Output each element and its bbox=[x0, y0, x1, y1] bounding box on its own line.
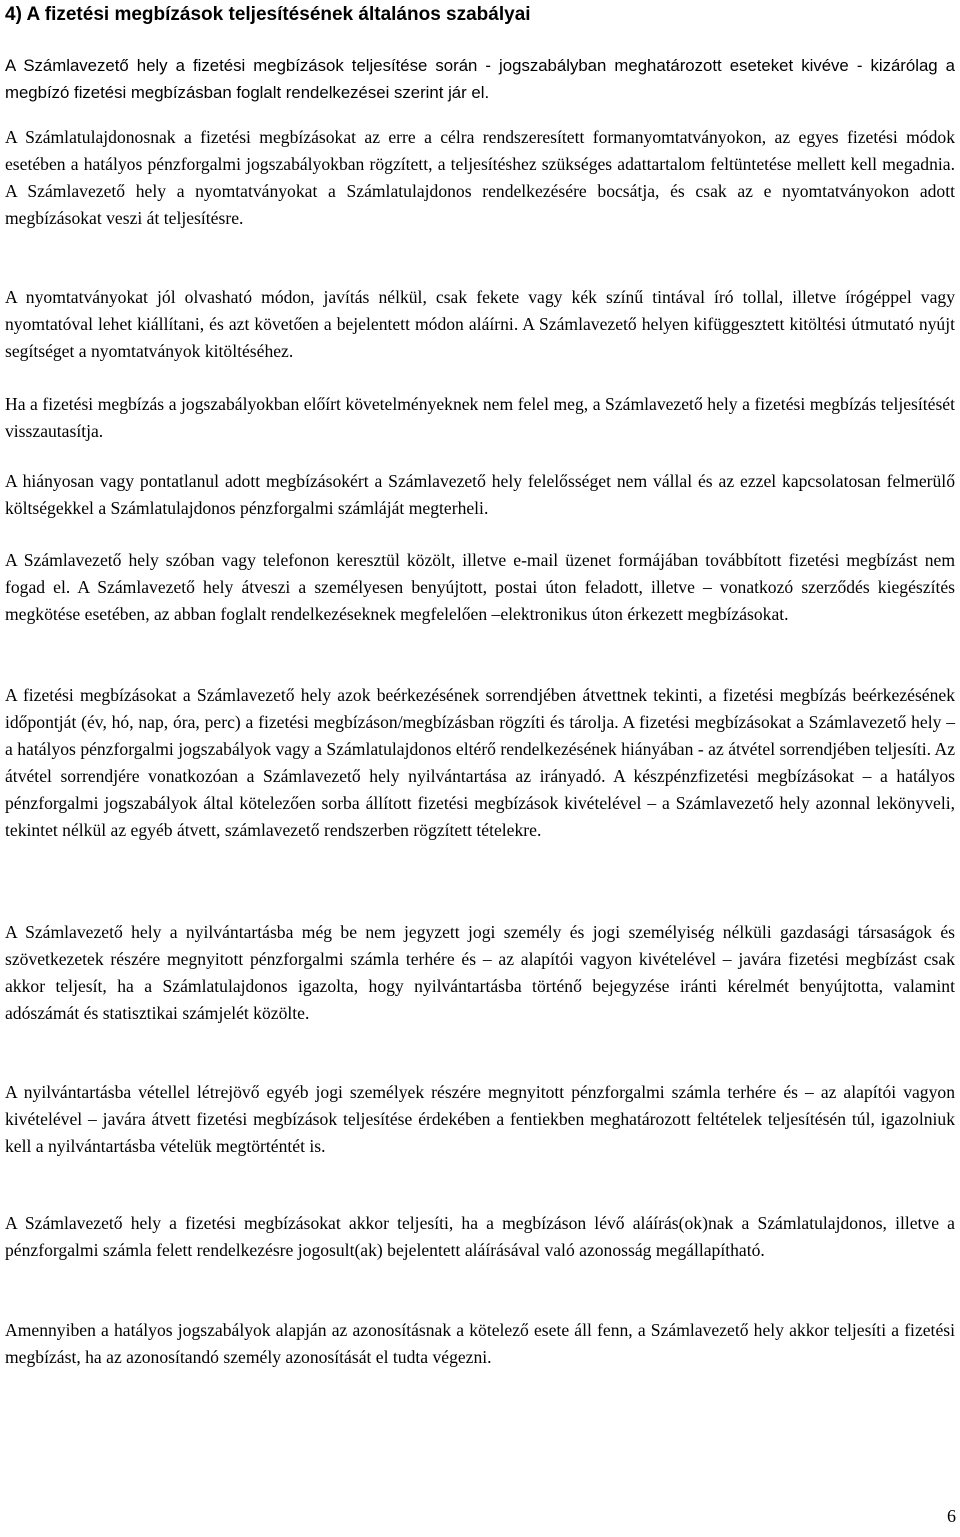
paragraph-5: A hiányosan vagy pontatlanul adott megbízásokért a Számlavezető hely felelősséget nem vállal és az ezzel kapcsolatosan felmerülő költségekkel a Számlatulajdonos pénzforgalmi számláját megterheli. bbox=[5, 471, 955, 518]
paragraph-7: A fizetési megbízásokat a Számlavezető hely azok beérkezésének sorrendjében átvettnek tekinti, a fizetési megbízás beérkezésének időpontját (év, hó, nap, óra, perc) a fizetési megbízáson/megbízásban rögzíti és tárolja. A fizetési megbízásokat a Számlavezető hely – a hatályos pénzforgalmi jogszabályok vagy a Számlatulajdonos eltérő rendelkezésének hiányában - az átvétel sorrendjében teljesíti. Az átvétel sorrendjére vonatkozóan a Számlavezető hely nyilvántartása az irányadó. A készpénzfizetési megbízásokat – a hatályos pénzforgalmi jogszabályok által kötelezően sorba állított fizetési megbízások kivételével – a Számlavezető hely azonnal lekönyveli, tekintet nélkül az egyéb átvett, számlavezető rendszerben rögzített tételekre. bbox=[5, 685, 955, 840]
page-number: 6 bbox=[947, 1506, 956, 1526]
paragraph-1: A Számlavezető hely a fizetési megbízások teljesítése során - jogszabályban meghatározott eseteket kivéve - kizárólag a megbízó fizetési megbízásban foglalt rendelkezései szerint jár el. bbox=[5, 56, 955, 102]
section-heading: 4) A fizetési megbízások teljesítésének általános szabályai bbox=[5, 4, 531, 25]
paragraph-4: Ha a fizetési megbízás a jogszabályokban előírt követelményeknek nem felel meg, a Számlavezető hely a fizetési megbízás teljesítését visszautasítja. bbox=[5, 394, 955, 441]
paragraph-2: A Számlatulajdonosnak a fizetési megbízásokat az erre a célra rendszeresített formanyomtatványokon, az egyes fizetési módok esetében a hatályos pénzforgalmi jogszabályokban rögzített, a teljesítéshez szükséges adattartalom feltüntetése mellett kell megadnia. A Számlavezető hely a nyomtatványokat a Számlatulajdonos rendelkezésére bocsátja, és csak az e nyomtatványokon adott megbízásokat veszi át teljesítésre. bbox=[5, 127, 955, 228]
paragraph-8: A Számlavezető hely a nyilvántartásba még be nem jegyzett jogi személy és jogi személyiség nélküli gazdasági társaságok és szövetkezetek részére megnyitott pénzforgalmi számla terhére és – az alapítói vagyon kivételével – javára fizetési megbízást csak akkor teljesít, ha a Számlatulajdonos igazolta, hogy nyilvántartásba történő bejegyzése iránti kérelmét benyújtotta, valamint adószámát és statisztikai számjelét közölte. bbox=[5, 922, 955, 1023]
paragraph-3: A nyomtatványokat jól olvasható módon, javítás nélkül, csak fekete vagy kék színű tintával író tollal, illetve írógéppel vagy nyomtatóval lehet kiállítani, és azt követően a bejelentett módon aláírni. A Számlavezető helyen kifüggesztett kitöltési útmutató nyújt segítséget a nyomtatványok kitöltéséhez. bbox=[5, 287, 955, 361]
paragraph-11: Amennyiben a hatályos jogszabályok alapján az azonosításnak a kötelező esete áll fenn, a Számlavezető hely akkor teljesíti a fizetési megbízást, ha az azonosítandó személy azonosítását el tudta végezni. bbox=[5, 1320, 955, 1367]
paragraph-6: A Számlavezető hely szóban vagy telefonon keresztül közölt, illetve e-mail üzenet formájában továbbított fizetési megbízást nem fogad el. A Számlavezető hely átveszi a személyesen benyújtott, postai úton feladott, illetve – vonatkozó szerződés kiegészítés megkötése esetében, az abban foglalt rendelkezéseknek megfelelően –elektronikus úton érkezett megbízásokat. bbox=[5, 550, 955, 624]
paragraph-10: A Számlavezető hely a fizetési megbízásokat akkor teljesíti, ha a megbízáson lévő aláírás(ok)nak a Számlatulajdonos, illetve a pénzforgalmi számla felett rendelkezésre jogosult(ak) bejelentett aláírásával való azonosság megállapítható. bbox=[5, 1213, 955, 1260]
paragraph-9: A nyilvántartásba vétellel létrejövő egyéb jogi személyek részére megnyitott pénzforgalmi számla terhére és – az alapítói vagyon kivételével – javára átvett fizetési megbízások teljesítése érdekében a fentiekben meghatározott feltételek teljesítésén túl, igazolniuk kell a nyilvántartásba vételük megtörténtét is. bbox=[5, 1082, 955, 1156]
